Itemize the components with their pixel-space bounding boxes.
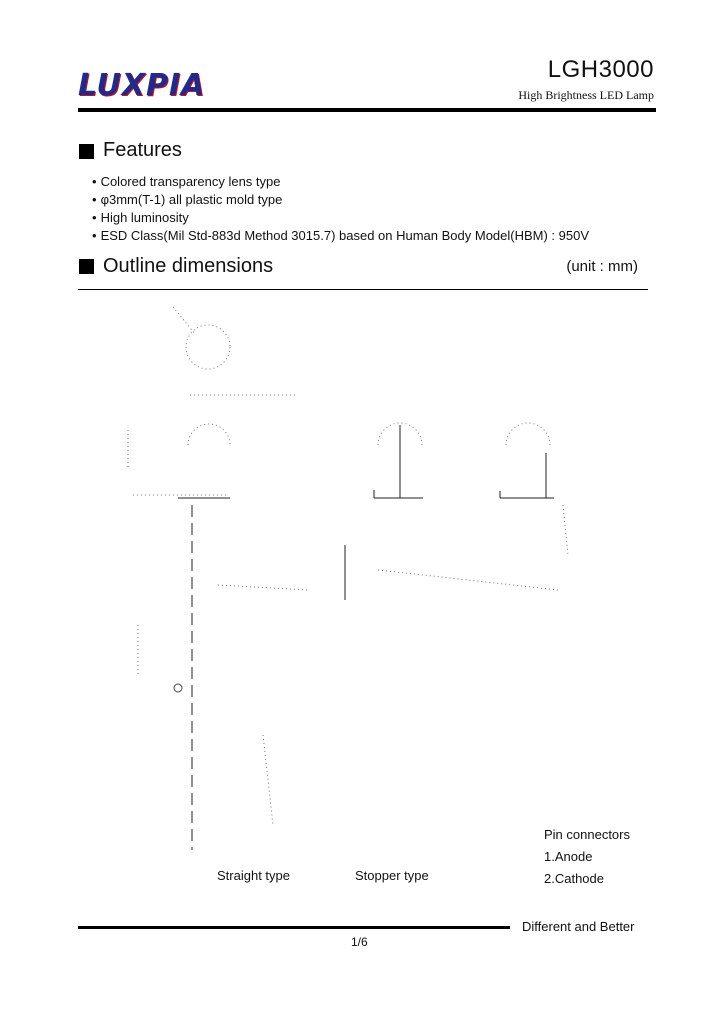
features-bullet-square: [79, 144, 94, 159]
company-logo: LUXPIA: [78, 68, 206, 103]
side-view-dimension: [563, 505, 568, 555]
footer-rule: [78, 926, 510, 929]
pin-cathode: 2.Cathode: [544, 871, 604, 886]
features-list: [92, 173, 589, 245]
feature-item: • ESD Class(Mil Std-883d Method 3015.7) based on Human Body Model(HBM) : 950V: [92, 227, 589, 245]
feature-item: • High luminosity: [92, 209, 589, 227]
top-view-circle: [186, 325, 230, 369]
product-subtitle: High Brightness LED Lamp: [518, 88, 654, 102]
feature-item: • φ3mm(T-1) all plastic mold type: [92, 191, 589, 209]
straight-lens-outline: [188, 424, 230, 445]
pin-connectors-title: Pin connectors: [544, 827, 630, 842]
features-heading: Features: [103, 139, 182, 161]
straight-type-caption: Straight type: [217, 868, 290, 883]
stopper-type-caption: Stopper type: [355, 868, 429, 883]
part-number: LGH3000: [547, 56, 654, 83]
side-view-lens-outline: [506, 423, 550, 445]
top-view-leader: [173, 307, 196, 335]
stopper-dimension-line: [378, 570, 558, 590]
header-rule: [78, 108, 656, 112]
page-number: 1/6: [351, 935, 368, 949]
lead-width-dimension: [218, 585, 308, 590]
outline-drawing: [78, 295, 578, 865]
feature-item: • Colored transparency lens type: [92, 173, 589, 191]
unit-label: (unit : mm): [566, 258, 638, 275]
lead-spacing-dimension: [263, 735, 273, 825]
outline-bullet-square: [79, 259, 94, 274]
outline-heading: Outline dimensions: [103, 255, 274, 277]
company-motto: Different and Better: [522, 919, 635, 934]
section-rule: [78, 289, 648, 290]
lead-center-mark: [174, 684, 182, 692]
pin-anode: 1.Anode: [544, 849, 593, 864]
